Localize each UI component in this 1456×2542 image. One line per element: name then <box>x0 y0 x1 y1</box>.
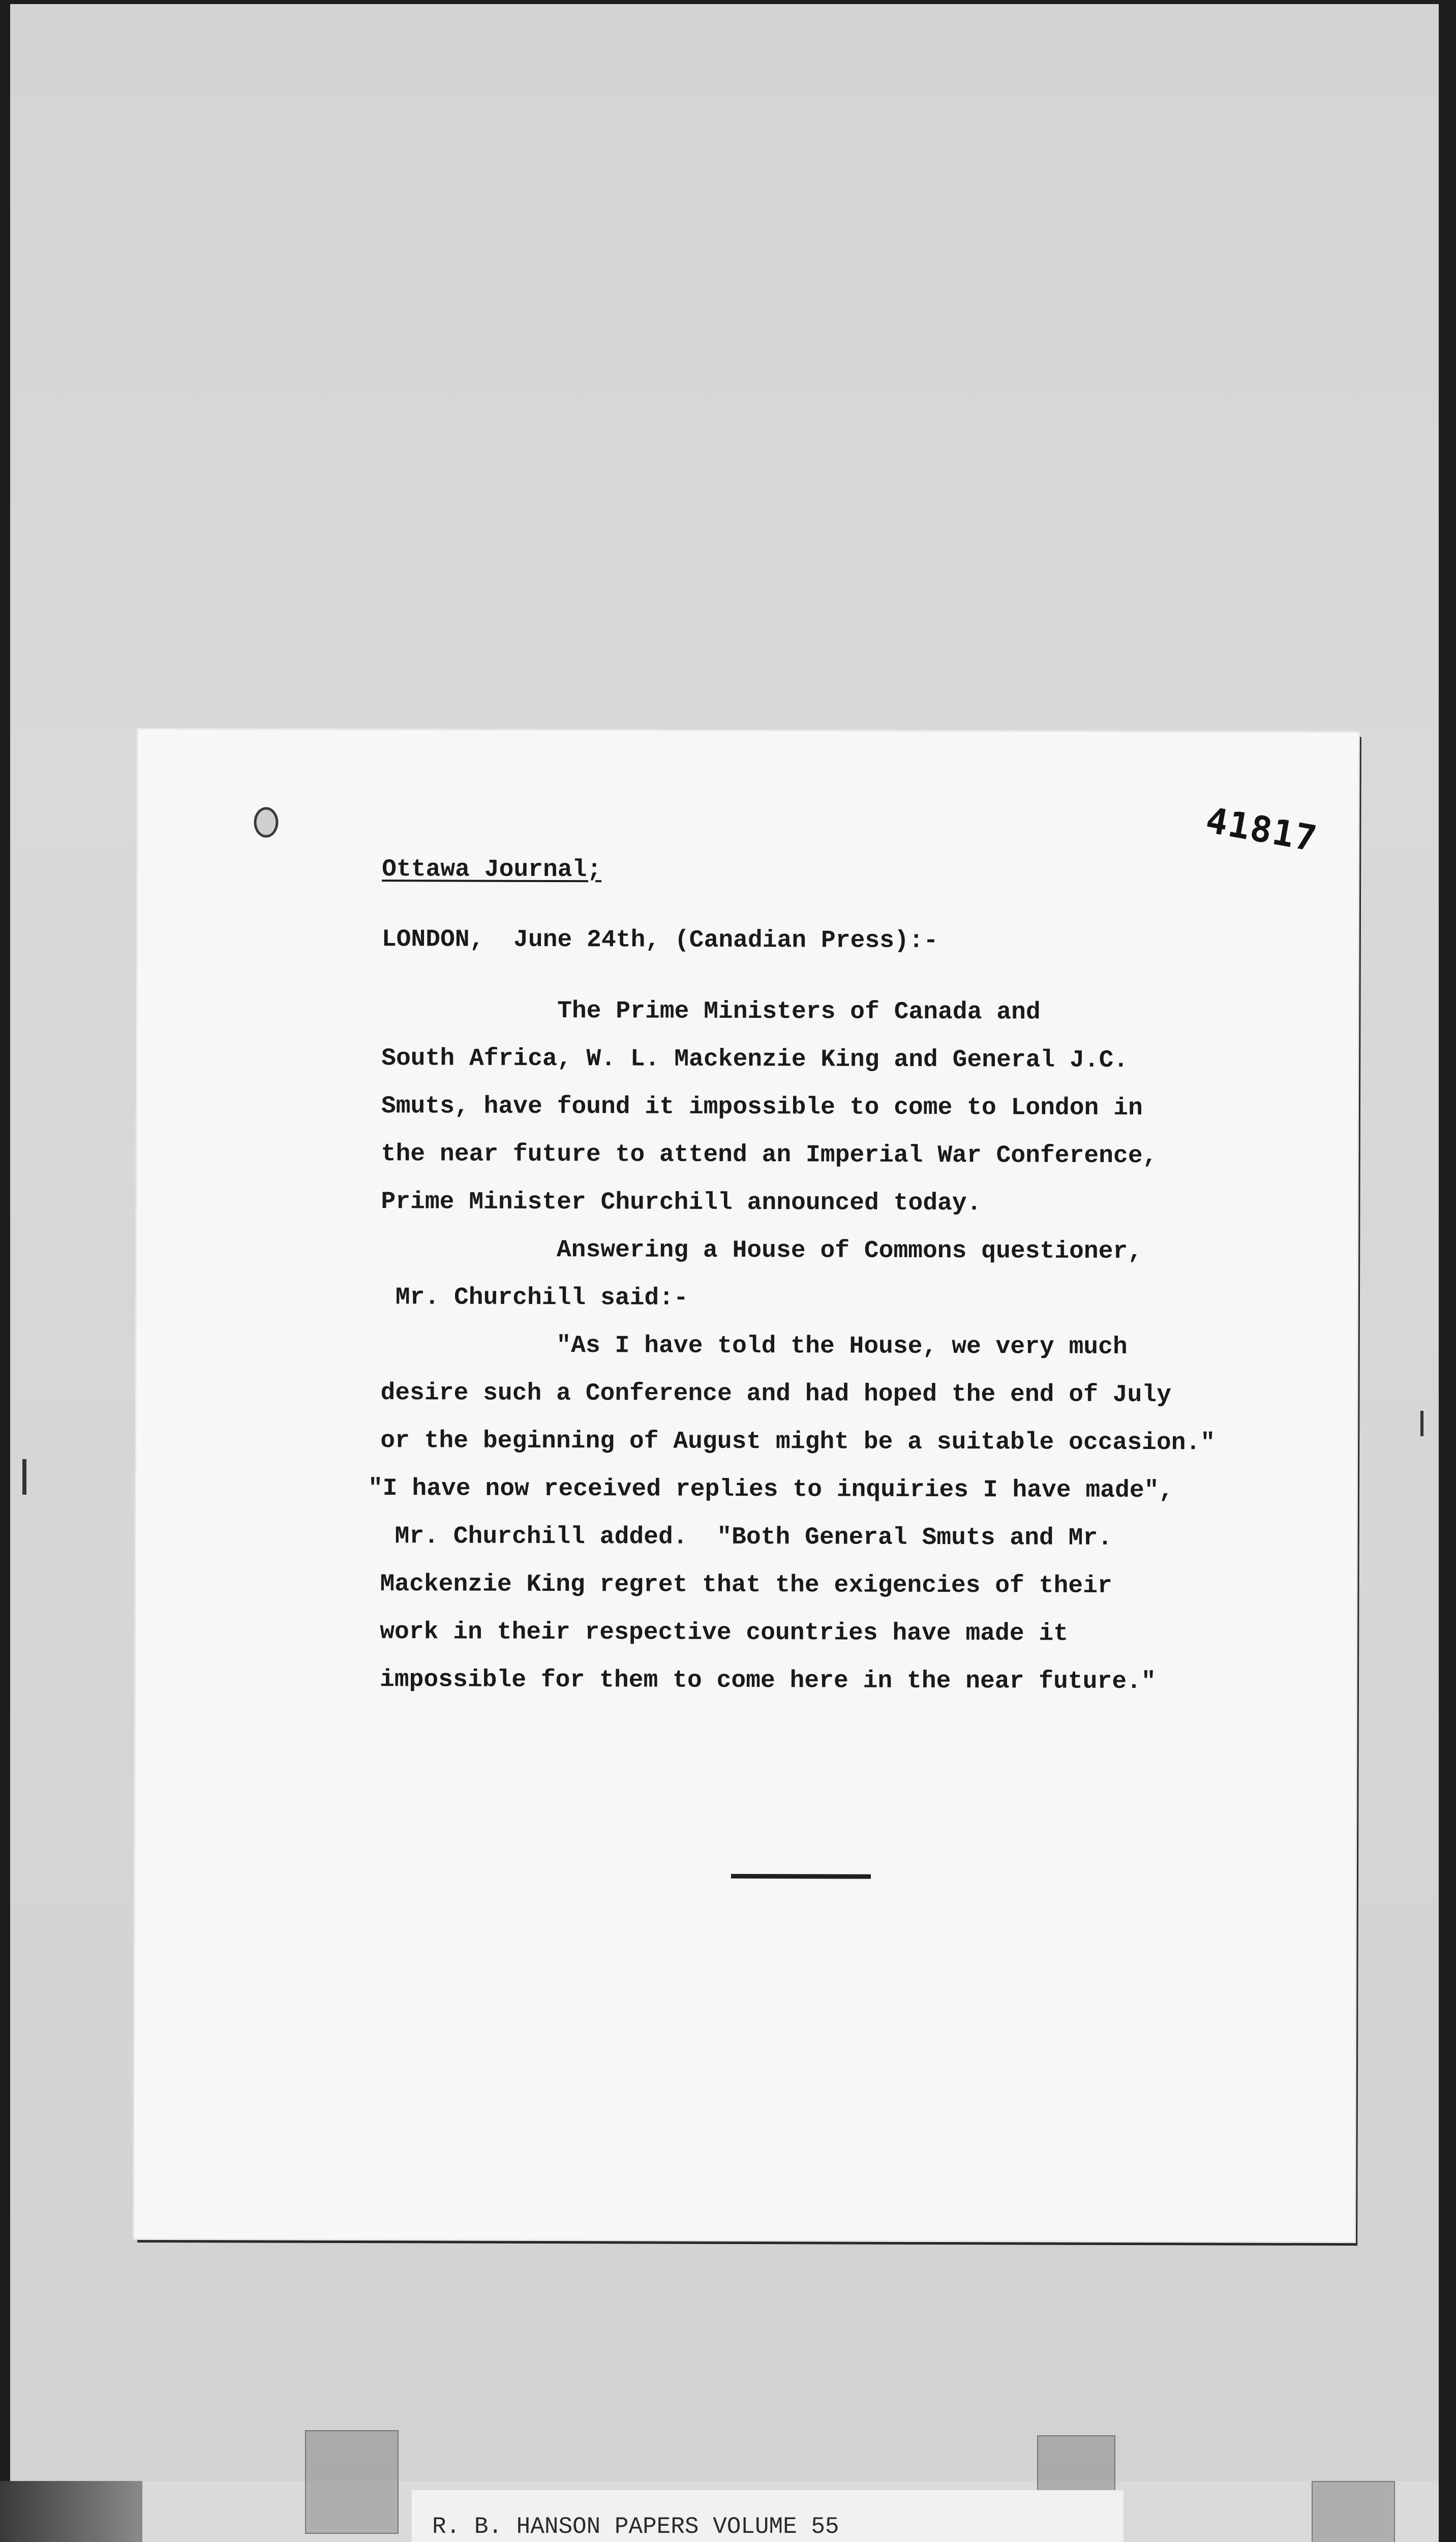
volume-label-slip <box>412 2490 1124 2542</box>
margin-mark-left <box>22 1459 26 1495</box>
body-line: Smuts, have found it impossible to come to London in <box>381 1093 1143 1123</box>
folio-number: 41817 <box>1202 799 1321 860</box>
end-rule <box>731 1874 871 1879</box>
body-line: Answering a House of Commons questioner, <box>381 1236 1143 1266</box>
body-line: Mackenzie King regret that the exigencies of their <box>380 1570 1112 1600</box>
body-line: Mr. Churchill said:- <box>380 1284 688 1312</box>
volume-label: R. B. HANSON PAPERS VOLUME 55 <box>432 2514 839 2540</box>
body-line: "As I have told the House, we very much <box>380 1331 1128 1361</box>
body-line: The Prime Ministers of Canada and <box>381 997 1041 1026</box>
typed-document-sheet <box>134 730 1358 2242</box>
margin-mark-right <box>1420 1411 1423 1436</box>
body-line: South Africa, W. L. Mackenzie King and General J.C. <box>381 1045 1129 1074</box>
body-line: or the beginning of August might be a suitable occasion." <box>380 1427 1216 1457</box>
body-line: the near future to attend an Imperial War Conference, <box>381 1140 1158 1170</box>
source-line: Ottawa Journal; <box>382 856 602 884</box>
punch-hole <box>254 807 278 837</box>
body-line: work in their respective countries have made it <box>380 1618 1069 1648</box>
tape-piece <box>1312 2481 1395 2542</box>
body-line: Prime Minister Churchill announced today. <box>381 1188 982 1218</box>
left-shadow-edge <box>0 2481 142 2542</box>
tape-piece <box>305 2430 399 2534</box>
body-line: Mr. Churchill added. "Both General Smuts and Mr. <box>380 1523 1113 1552</box>
dateline: LONDON, June 24th, (Canadian Press):- <box>381 926 938 955</box>
body-line: desire such a Conference and had hoped the end of July <box>380 1379 1171 1409</box>
body-line: impossible for them to come here in the near future." <box>379 1666 1156 1696</box>
body-line: "I have now received replies to inquiries I have made", <box>368 1475 1174 1505</box>
